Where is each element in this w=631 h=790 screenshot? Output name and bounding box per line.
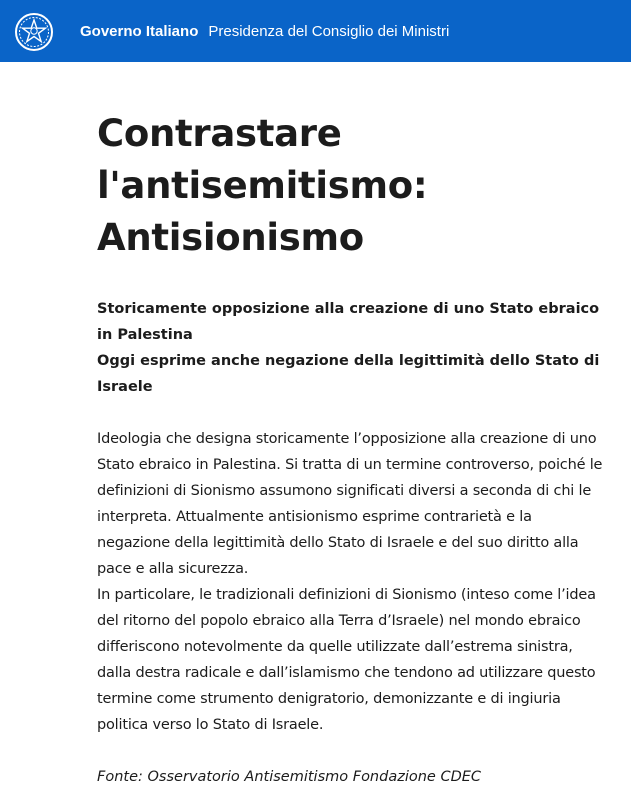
- article-content: [97, 108, 609, 790]
- page-title: Contrastare l'antisemitismo: Antisionismo: [97, 112, 428, 259]
- body-paragraph: In particolare, le tradizionali definizioni di Sionismo (inteso come l’idea del ritorno del popolo ebraico alla Terra d’Israele) nel mondo ebraico differiscono notevolmente da quelle utilizzate dall’estrema sinistra, dalla destra radicale e dall’islamismo che tendono ad utilizzare questo termine come strumento denigratorio, demonizzante e di ingiuria politica verso lo Stato di Israele.: [97, 587, 596, 733]
- presidenza-link[interactable]: Presidenza del Consiglio dei Ministri: [208, 23, 450, 40]
- subtitle-line: Oggi esprime anche negazione della legittimità dello Stato di Israele: [97, 353, 600, 395]
- governo-italiano-link[interactable]: Governo Italiano: [80, 23, 199, 40]
- article-subtitle: [97, 296, 609, 400]
- source-note: Fonte: Osservatorio Antisemitismo Fondazione CDEC: [97, 769, 482, 785]
- italian-republic-emblem-icon[interactable]: [14, 12, 54, 52]
- site-header: [0, 0, 631, 62]
- article-body: [97, 426, 609, 738]
- subtitle-line: Storicamente opposizione alla creazione di uno Stato ebraico in Palestina: [97, 301, 600, 343]
- body-paragraph: Ideologia che designa storicamente l’opposizione alla creazione di uno Stato ebraico in Palestina. Si tratta di un termine controverso, poiché le definizioni di Sionismo assumono significati diversi a seconda di chi le interpreta. Attualmente antisionismo esprime contrarietà e la negazione della legittimità dello Stato di Israele e del suo diritto alla pace e alla sicurezza.: [97, 431, 603, 577]
- brand-text: [80, 22, 449, 42]
